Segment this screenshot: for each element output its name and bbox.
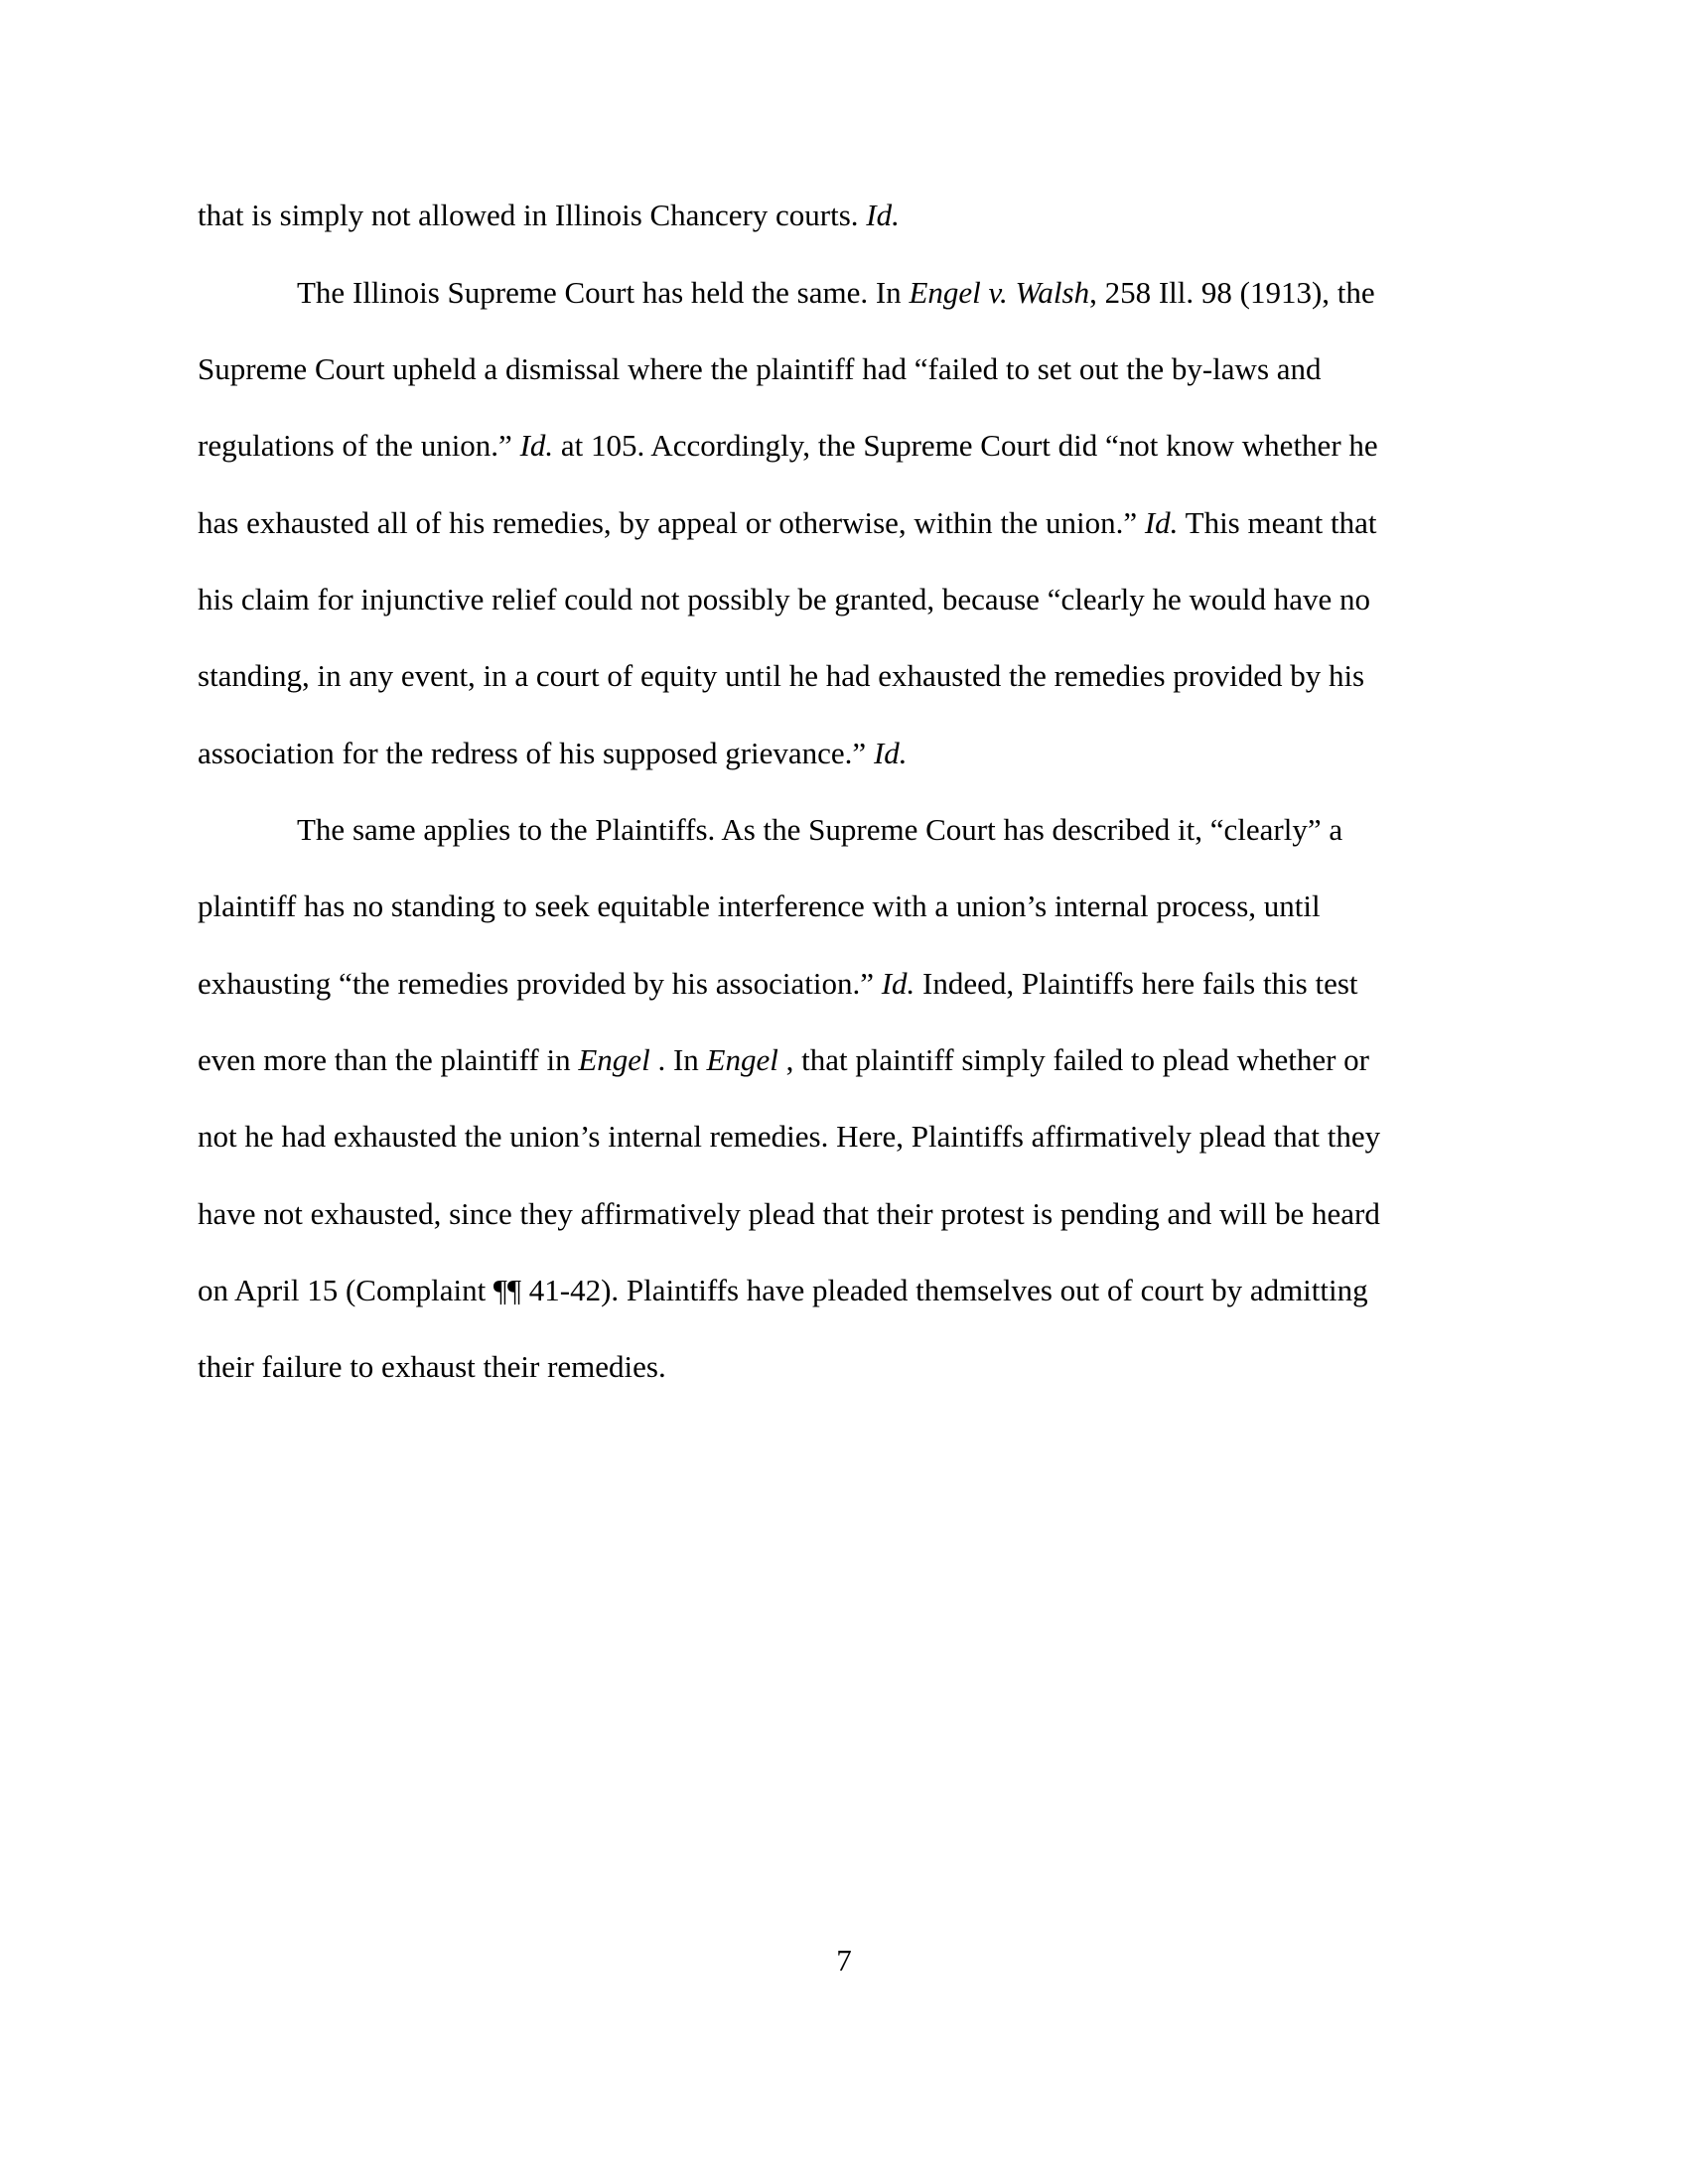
text-run: has exhausted all of his remedies, by appeal or otherwise, within the union.”: [198, 505, 1145, 540]
body-line: [198, 197, 900, 234]
body-line: [198, 504, 1376, 542]
citation-italic: Id.: [1144, 505, 1179, 540]
body-line: [198, 1118, 1380, 1156]
text-run: their failure to exhaust their remedies.: [198, 1349, 666, 1384]
body-line: [198, 1348, 666, 1386]
body-line: [198, 735, 908, 772]
paragraph-first-line: [297, 811, 1342, 849]
text-run: that is simply not allowed in Illinois Chancery courts.: [198, 198, 867, 232]
body-line: [198, 657, 1364, 695]
body-line: [198, 581, 1370, 618]
text-run: , that plaintiff simply failed to plead whether or: [777, 1042, 1369, 1077]
citation-italic: Engel v. Walsh: [909, 275, 1090, 310]
text-run: This meant that: [1178, 505, 1377, 540]
text-run: association for the redress of his supposed grievance.”: [198, 736, 874, 770]
citation-italic: Id.: [881, 966, 915, 1001]
body-line: [198, 350, 1322, 388]
text-run: even more than the plaintiff in: [198, 1042, 579, 1077]
text-run: Supreme Court upheld a dismissal where the plaintiff had “failed to set out the by-laws and: [198, 351, 1322, 386]
text-run: regulations of the union.”: [198, 428, 520, 463]
text-run: on April 15 (Complaint ¶¶ 41-42). Plaintiffs have pleaded themselves out of court by admitting: [198, 1273, 1368, 1307]
citation-italic: Id.: [519, 428, 554, 463]
text-run: The same applies to the Plaintiffs. As the Supreme Court has described it, “clearly” a: [297, 812, 1343, 847]
body-line: [198, 1272, 1368, 1309]
citation-italic: Id.: [873, 736, 908, 770]
citation-italic: Engel: [706, 1042, 778, 1077]
text-run: standing, in any event, in a court of equity until he had exhausted the remedies provided by his: [198, 658, 1365, 693]
paragraph-first-line: [297, 274, 1375, 312]
text-run: . In: [649, 1042, 707, 1077]
text-run: not he had exhausted the union’s internal remedies. Here, Plaintiffs affirmatively plead that they: [198, 1119, 1381, 1154]
body-line: [198, 1195, 1380, 1233]
text-run: exhausting “the remedies provided by his association.”: [198, 966, 882, 1001]
text-run: , 258 Ill. 98 (1913), the: [1089, 275, 1375, 310]
citation-italic: Id.: [866, 198, 900, 232]
text-run: at 105. Accordingly, the Supreme Court did “not know whether he: [553, 428, 1378, 463]
body-line: [198, 1041, 1369, 1079]
text-run: plaintiff has no standing to seek equitable interference with a union’s internal process, until: [198, 888, 1321, 923]
citation-italic: Engel: [578, 1042, 650, 1077]
text-run: The Illinois Supreme Court has held the same. In: [297, 275, 910, 310]
page-number: 7: [836, 1943, 852, 1978]
body-line: [198, 965, 1358, 1003]
text-run: Indeed, Plaintiffs here fails this test: [914, 966, 1358, 1001]
text-run: have not exhausted, since they affirmatively plead that their protest is pending and will be heard: [198, 1196, 1380, 1231]
body-line: [198, 427, 1378, 465]
body-line: [198, 887, 1321, 925]
text-run: his claim for injunctive relief could not possibly be granted, because “clearly he would have no: [198, 582, 1371, 616]
